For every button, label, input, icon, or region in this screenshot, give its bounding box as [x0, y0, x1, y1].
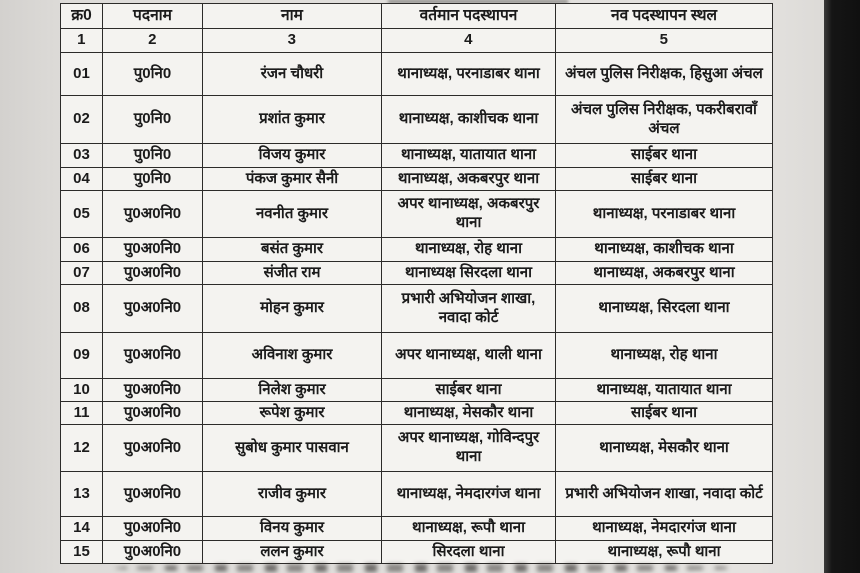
table-row	[61, 144, 773, 168]
cell-designation: पु0अ0नि0	[103, 191, 203, 238]
cell-new-posting: थानाध्यक्ष, नेमदारगंज थाना	[556, 517, 773, 541]
table-row	[61, 238, 773, 262]
cell-designation: पु0अ0नि0	[103, 238, 203, 262]
cell-serial: 10	[61, 379, 103, 402]
cell-current-posting: थानाध्यक्ष सिरदला थाना	[382, 262, 556, 285]
column-number: 3	[203, 29, 382, 53]
transfer-table	[60, 3, 773, 564]
header-name: नाम	[203, 4, 382, 29]
cell-name: संजीत राम	[203, 262, 382, 285]
cell-new-posting: थानाध्यक्ष, काशीचक थाना	[556, 238, 773, 262]
table-row	[61, 285, 773, 333]
cell-name: रंजन चौधरी	[203, 53, 382, 96]
column-number: 5	[556, 29, 773, 53]
cell-current-posting: अपर थानाध्यक्ष, थाली थाना	[382, 333, 556, 379]
table-head	[61, 4, 773, 53]
cell-serial: 07	[61, 262, 103, 285]
cell-name: सुबोध कुमार पासवान	[203, 425, 382, 472]
column-number: 4	[382, 29, 556, 53]
table-row	[61, 53, 773, 96]
table-row	[61, 333, 773, 379]
table-row	[61, 541, 773, 564]
cell-serial: 01	[61, 53, 103, 96]
cell-name: राजीव कुमार	[203, 472, 382, 517]
cell-current-posting: थानाध्यक्ष, काशीचक थाना	[382, 96, 556, 144]
cell-designation: पु0नि0	[103, 168, 203, 191]
cell-serial: 14	[61, 517, 103, 541]
column-number-row	[61, 29, 773, 53]
cell-current-posting: सिरदला थाना	[382, 541, 556, 564]
header-current-posting: वर्तमान पदस्थापन	[382, 4, 556, 29]
cell-current-posting: थानाध्यक्ष, परनाडाबर थाना	[382, 53, 556, 96]
table-body	[61, 53, 773, 564]
cell-current-posting: साईबर थाना	[382, 379, 556, 402]
cell-current-posting: अपर थानाध्यक्ष, गोविन्दपुर थाना	[382, 425, 556, 472]
cell-serial: 04	[61, 168, 103, 191]
table-row	[61, 402, 773, 425]
header-new-posting: नव पदस्थापन स्थल	[556, 4, 773, 29]
cell-serial: 09	[61, 333, 103, 379]
cell-name: बसंत कुमार	[203, 238, 382, 262]
cell-serial: 06	[61, 238, 103, 262]
column-number: 1	[61, 29, 103, 53]
cell-new-posting: अंचल पुलिस निरीक्षक, हिसुआ अंचल	[556, 53, 773, 96]
cell-name: निलेश कुमार	[203, 379, 382, 402]
cell-name: नवनीत कुमार	[203, 191, 382, 238]
cell-new-posting: साईबर थाना	[556, 402, 773, 425]
cell-designation: पु0अ0नि0	[103, 333, 203, 379]
table-row	[61, 425, 773, 472]
table-row	[61, 96, 773, 144]
cell-name: मोहन कुमार	[203, 285, 382, 333]
cell-current-posting: थानाध्यक्ष, अकबरपुर थाना	[382, 168, 556, 191]
cell-serial: 08	[61, 285, 103, 333]
cell-designation: पु0अ0नि0	[103, 472, 203, 517]
cell-serial: 12	[61, 425, 103, 472]
cell-new-posting: थानाध्यक्ष, सिरदला थाना	[556, 285, 773, 333]
photo-edge-dark-strip	[824, 0, 860, 573]
cell-name: विजय कुमार	[203, 144, 382, 168]
table-row	[61, 517, 773, 541]
cell-new-posting: थानाध्यक्ष, रोह थाना	[556, 333, 773, 379]
table-row	[61, 168, 773, 191]
table-row	[61, 472, 773, 517]
cell-designation: पु0अ0नि0	[103, 541, 203, 564]
cell-new-posting: थानाध्यक्ष, यातायात थाना	[556, 379, 773, 402]
cell-new-posting: साईबर थाना	[556, 168, 773, 191]
cell-designation: पु0नि0	[103, 96, 203, 144]
cell-new-posting: थानाध्यक्ष, अकबरपुर थाना	[556, 262, 773, 285]
cell-name: ललन कुमार	[203, 541, 382, 564]
header-designation: पदनाम	[103, 4, 203, 29]
cell-designation: पु0अ0नि0	[103, 517, 203, 541]
cell-name: रूपेश कुमार	[203, 402, 382, 425]
cell-new-posting: थानाध्यक्ष, मेसकौर थाना	[556, 425, 773, 472]
cell-serial: 11	[61, 402, 103, 425]
cell-designation: पु0नि0	[103, 144, 203, 168]
table-row	[61, 379, 773, 402]
cell-designation: पु0अ0नि0	[103, 262, 203, 285]
cell-new-posting: अंचल पुलिस निरीक्षक, पकरीबरावाँ अंचल	[556, 96, 773, 144]
cell-designation: पु0नि0	[103, 53, 203, 96]
cell-serial: 15	[61, 541, 103, 564]
cell-new-posting: थानाध्यक्ष, रूपौ थाना	[556, 541, 773, 564]
cell-current-posting: थानाध्यक्ष, यातायात थाना	[382, 144, 556, 168]
cell-designation: पु0अ0नि0	[103, 285, 203, 333]
cell-current-posting: थानाध्यक्ष, नेमदारगंज थाना	[382, 472, 556, 517]
cell-name: अविनाश कुमार	[203, 333, 382, 379]
cell-current-posting: थानाध्यक्ष, रूपौ थाना	[382, 517, 556, 541]
cell-serial: 13	[61, 472, 103, 517]
cell-name: प्रशांत कुमार	[203, 96, 382, 144]
bottom-cutoff-artifact	[115, 564, 735, 572]
cell-current-posting: थानाध्यक्ष, रोह थाना	[382, 238, 556, 262]
cell-serial: 03	[61, 144, 103, 168]
header-serial: क्र0	[61, 4, 103, 29]
cell-current-posting: थानाध्यक्ष, मेसकौर थाना	[382, 402, 556, 425]
cell-new-posting: प्रभारी अभियोजन शाखा, नवादा कोर्ट	[556, 472, 773, 517]
cell-designation: पु0अ0नि0	[103, 425, 203, 472]
cell-name: पंकज कुमार सैनी	[203, 168, 382, 191]
cell-new-posting: थानाध्यक्ष, परनाडाबर थाना	[556, 191, 773, 238]
cell-designation: पु0अ0नि0	[103, 379, 203, 402]
header-row	[61, 4, 773, 29]
cell-serial: 02	[61, 96, 103, 144]
column-number: 2	[103, 29, 203, 53]
table-row	[61, 262, 773, 285]
cell-current-posting: प्रभारी अभियोजन शाखा, नवादा कोर्ट	[382, 285, 556, 333]
cell-name: विनय कुमार	[203, 517, 382, 541]
cell-new-posting: साईबर थाना	[556, 144, 773, 168]
cell-designation: पु0अ0नि0	[103, 402, 203, 425]
cell-serial: 05	[61, 191, 103, 238]
table-row	[61, 191, 773, 238]
cell-current-posting: अपर थानाध्यक्ष, अकबरपुर थाना	[382, 191, 556, 238]
